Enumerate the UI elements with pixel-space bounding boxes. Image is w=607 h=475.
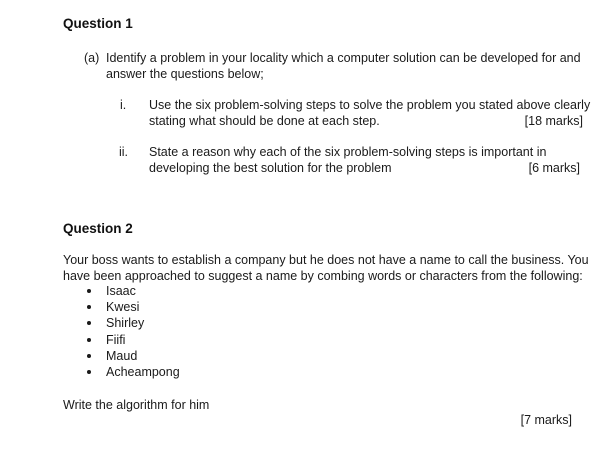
question-1a-text-line-1: Identify a problem in your locality which a computer solution can be developed for and: [106, 51, 581, 65]
question-1a-item-i-marks: [18 marks]: [524, 114, 583, 128]
bullet-icon: [87, 354, 91, 358]
list-item: [86, 364, 180, 380]
name-option: Acheampong: [106, 365, 180, 380]
question-1a-item-ii-numeral: ii.: [119, 145, 129, 159]
name-option: Fiifi: [106, 332, 126, 347]
bullet-icon: [87, 321, 91, 325]
list-item: [86, 315, 180, 331]
question-1a-item-ii-line-1: State a reason why each of the six problem-solving steps is important in: [149, 145, 547, 159]
list-item: [86, 348, 180, 364]
question-1a-item-ii-line-2: developing the best solution for the problem: [149, 161, 392, 175]
names-bullet-list: [86, 283, 180, 380]
question-1a-item-i-line-1: Use the six problem-solving steps to solve the problem you stated above clearly: [149, 98, 591, 112]
name-option: Isaac: [106, 284, 136, 298]
bullet-icon: [87, 305, 91, 309]
question-1a-label: (a): [84, 51, 100, 65]
question-1a-item-ii-marks: [6 marks]: [528, 161, 580, 175]
bullet-icon: [87, 289, 91, 293]
bullet-icon: [87, 338, 91, 342]
name-option: Maud: [106, 348, 138, 363]
question-2-marks: [7 marks]: [520, 413, 572, 427]
list-item: [86, 283, 180, 299]
question-1a-item-i-line-2: stating what should be done at each step.: [149, 114, 380, 128]
question-2-intro-line-2: have been approached to suggest a name by combing words or characters from the following:: [63, 269, 583, 283]
question-2-intro-line-1: Your boss wants to establish a company but he does not have a name to call the business. You: [63, 253, 589, 267]
question-2-instruction: Write the algorithm for him: [63, 398, 210, 412]
question-2-heading: Question 2: [63, 221, 133, 236]
bullet-icon: [87, 370, 91, 374]
question-1a-item-i-numeral: i.: [120, 98, 127, 112]
list-item: [86, 299, 180, 315]
question-1-heading: Question 1: [63, 16, 133, 31]
name-option: Kwesi: [106, 300, 140, 315]
list-item: [86, 332, 180, 348]
question-1a-text-line-2: answer the questions below;: [106, 67, 264, 81]
name-option: Shirley: [106, 316, 145, 331]
